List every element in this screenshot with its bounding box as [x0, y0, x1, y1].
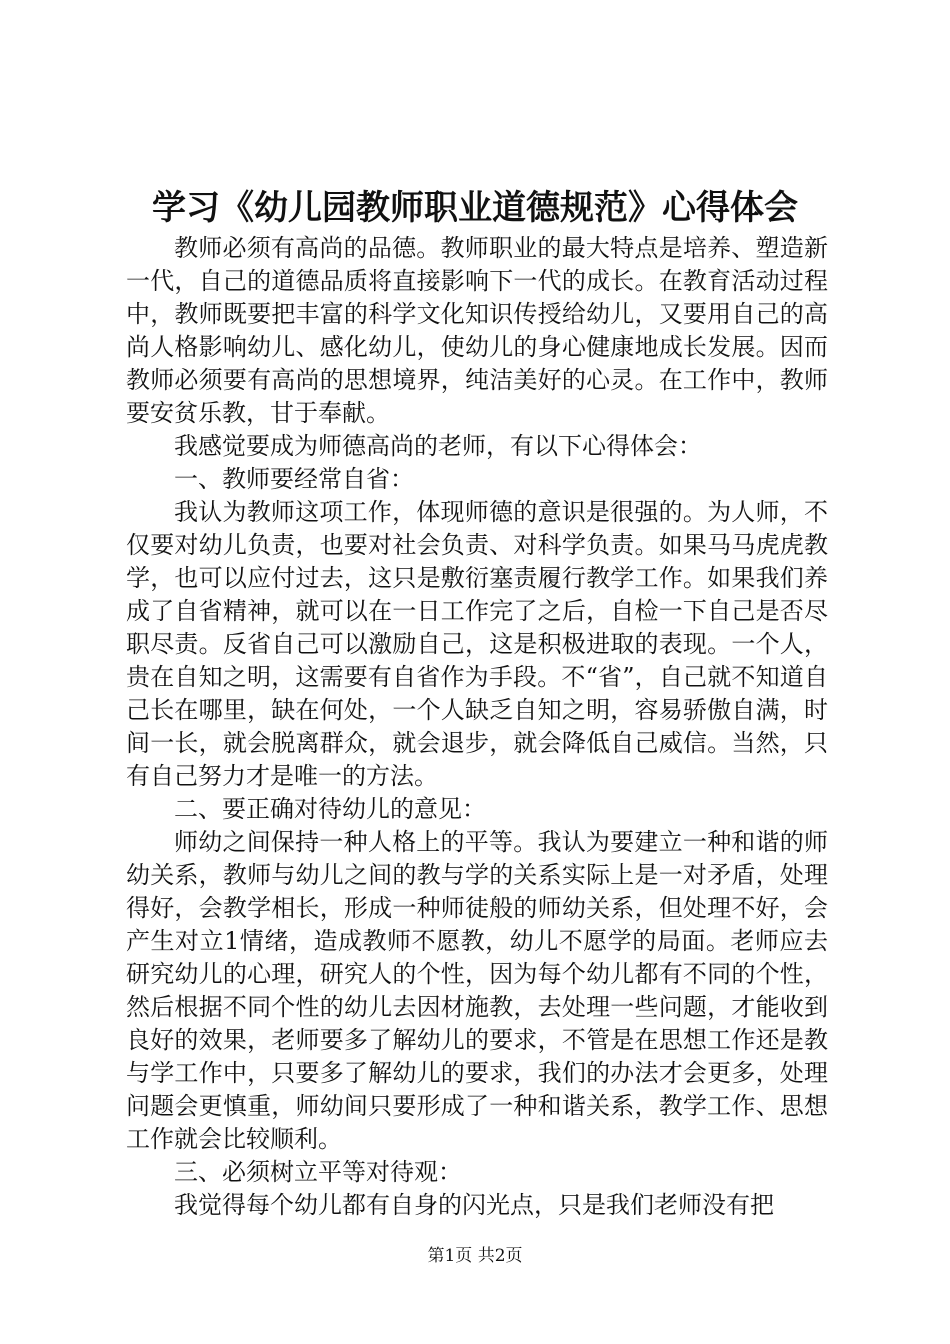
- paragraph-section-1: 我认为教师这项工作，体现师德的意识是很强的。为人师，不仅要对幼儿负责，也要对社会负责、对科学负责。如果马马虎虎教学，也可以应付过去，这只是敷衍塞责履行教学工作。如果我们养成了自省精神，就可以在一日工作完了之后，自检一下自己是否尽职尽责。反省自己可以激励自己，这是积极进取的表现。一个人，贵在自知之明，这需要有自省作为手段。不“省”，自己就不知道自己长在哪里，缺在何处，一个人缺乏自知之明，容易骄傲自满，时间一长，就会脱离群众，就会退步，就会降低自己威信。当然，只有自己努力才是唯一的方法。: [126, 498, 828, 790]
- section-heading-1: 一、教师要经常自省：: [174, 465, 414, 493]
- paragraph-summary: 我感觉要成为师德高尚的老师，有以下心得体会：: [174, 432, 702, 460]
- paragraph-section-3: 我觉得每个幼儿都有自身的闪光点，只是我们老师没有把: [174, 1191, 774, 1219]
- document-title: 学习《幼儿园教师职业道德规范》心得体会: [152, 188, 798, 228]
- paragraph-section-2: 师幼之间保持一种人格上的平等。我认为要建立一种和谐的师幼关系，教师与幼儿之间的教与学的关系实际上是一对矛盾，处理得好，会教学相长，形成一种师徒般的师幼关系，但处理不好，会产生对立1情绪，造成教师不愿教，幼儿不愿学的局面。老师应去研究幼儿的心理，研究人的个性，因为每个幼儿都有不同的个性，然后根据不同个性的幼儿去因材施教，去处理一些问题，才能收到良好的效果，老师要多了解幼儿的要求，不管是在思想工作还是教与学工作中，只要多了解幼儿的要求，我们的办法才会更多，处理问题会更慎重，师幼间只要形成了一种和谐关系，教学工作、思想工作就会比较顺利。: [126, 828, 828, 1153]
- paragraph-intro: 教师必须有高尚的品德。教师职业的最大特点是培养、塑造新一代，自己的道德品质将直接影响下一代的成长。在教育活动过程中，教师既要把丰富的科学文化知识传授给幼儿，又要用自己的高尚人格影响幼儿、感化幼儿，使幼儿的身心健康地成长发展。因而教师必须要有高尚的思想境界，纯洁美好的心灵。在工作中，教师要安贫乐教，甘于奉献。: [126, 234, 828, 427]
- page-footer: 第1页 共2页: [427, 1246, 523, 1266]
- section-heading-2: 二、要正确对待幼儿的意见：: [174, 795, 486, 823]
- document-body: [126, 232, 828, 1222]
- section-heading-3: 三、必须树立平等对待观：: [174, 1158, 462, 1186]
